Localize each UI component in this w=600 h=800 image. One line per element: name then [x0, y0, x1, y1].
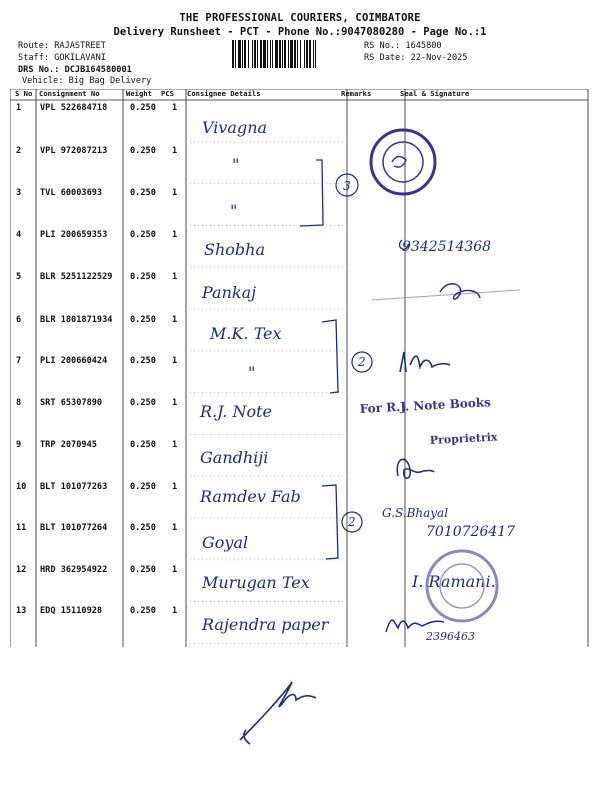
sig-ramani: I. Ramani.: [412, 572, 496, 591]
stamp-rj-note-books: For R.J. Note Books: [359, 395, 492, 416]
drs-label: DRS No.: DCJB164580001: [18, 65, 132, 75]
row-6-sno: 6: [16, 315, 22, 325]
runsheet-title: Delivery Runsheet - PCT - Phone No.:9047080280 - Page No.:1: [113, 26, 487, 38]
col-pcs: PCS: [161, 89, 174, 98]
col-seal-signature: Seal & Signature: [400, 89, 470, 98]
bracket-rows-10-11: [322, 485, 338, 559]
row-3-consignment: TVL 60003693: [40, 188, 103, 198]
row-10-weight: 0.250: [130, 482, 156, 492]
signature-row-9: [397, 459, 434, 478]
row-2-consignment: VPL 972087213: [40, 146, 108, 156]
row-12-consignment: HRD 362954922: [40, 565, 108, 575]
row-8-sno: 8: [16, 398, 22, 408]
signature-row-7: [400, 352, 450, 372]
consignee-1: Vivagna: [202, 118, 268, 137]
row-5-pcs: 1: [172, 272, 178, 282]
row-8-weight: 0.250: [130, 398, 156, 408]
row-5-sno: 5: [16, 272, 22, 282]
row-4-weight: 0.250: [130, 230, 156, 240]
consignee-2: ": [232, 155, 240, 174]
row-4-consignment: PLI 200659353: [40, 230, 108, 240]
sig-gs: G.S.Bhayal: [382, 506, 449, 520]
col-sno: S No: [15, 89, 33, 98]
row-13-sno: 13: [16, 606, 27, 616]
consignee-4: Shobha: [204, 240, 265, 259]
row-9-pcs: 1: [172, 440, 178, 450]
bracket-rows-6-7: [322, 320, 338, 393]
consignee-6: M.K. Tex: [210, 324, 282, 343]
row-2-sno: 2: [16, 146, 22, 156]
stamp-proprietrix: Proprietrix: [429, 430, 498, 447]
consignee-5: Pankaj: [202, 283, 257, 302]
round-seal-top: [371, 130, 435, 194]
row-9-consignment: TRP 2070945: [40, 440, 97, 450]
row-12-pcs: 1: [172, 565, 178, 575]
row-6-consignment: BLR 1801871934: [40, 315, 113, 325]
remark-2: 2: [358, 355, 366, 369]
row-5-weight: 0.250: [130, 272, 156, 282]
row-9-sno: 9: [16, 440, 22, 450]
row-2-weight: 0.250: [130, 146, 156, 156]
consignee-12: Murugan Tex: [202, 573, 310, 592]
row-12-sno: 12: [16, 565, 27, 575]
remark-1: 3: [343, 179, 351, 193]
bracket-rows-1-3: [300, 160, 323, 226]
row-11-sno: 11: [16, 523, 27, 533]
staff-label: Staff: GOKILAVANI: [18, 53, 106, 63]
row-4-pcs: 1: [172, 230, 178, 240]
row-13-pcs: 1: [172, 606, 178, 616]
consignee-8: R.J. Note: [200, 402, 273, 421]
row-12-weight: 0.250: [130, 565, 156, 575]
consignee-13: Rajendra paper: [202, 615, 329, 634]
row-3-weight: 0.250: [130, 188, 156, 198]
row-11-weight: 0.250: [130, 523, 156, 533]
rs-date: RS Date: 22-Nov-2025: [364, 53, 468, 63]
row-7-pcs: 1: [172, 356, 178, 366]
row-3-pcs: 1: [172, 188, 178, 198]
row-1-sno: 1: [16, 103, 22, 113]
seal-phone-1: 9342514368: [402, 239, 492, 255]
row-11-consignment: BLT 101077264: [40, 523, 108, 533]
route-label: Route: RAJASTREET: [18, 41, 106, 51]
row-6-weight: 0.250: [130, 315, 156, 325]
remark-3: 2: [348, 515, 356, 529]
seal-phone-2: 7010726417: [426, 524, 516, 540]
row-11-pcs: 1: [172, 523, 178, 533]
row-4-sno: 4: [16, 230, 22, 240]
row-1-pcs: 1: [172, 103, 178, 113]
row-13-weight: 0.250: [130, 606, 156, 616]
row-10-consignment: BLT 101077263: [40, 482, 108, 492]
row-7-sno: 7: [16, 356, 22, 366]
row-7-consignment: PLI 200660424: [40, 356, 108, 366]
col-remarks: Remarks: [341, 89, 372, 98]
seal-phone-3: 2396463: [426, 630, 475, 643]
consignee-10: Ramdev Fab: [200, 487, 301, 506]
row-10-sno: 10: [16, 482, 27, 492]
faint-stamp: [372, 290, 520, 300]
row-10-pcs: 1: [172, 482, 178, 492]
consignee-3: ": [230, 201, 238, 220]
row-6-pcs: 1: [172, 315, 178, 325]
col-weight: Weight: [126, 89, 152, 98]
company-name: THE PROFESSIONAL COURIERS, COIMBATORE: [179, 12, 421, 24]
row-8-consignment: SRT 65307890: [40, 398, 103, 408]
rs-number: RS No.: 1645800: [364, 41, 442, 51]
consignee-7: ": [248, 363, 256, 382]
row-3-sno: 3: [16, 188, 22, 198]
bottom-signature: [240, 682, 316, 744]
row-2-pcs: 1: [172, 146, 178, 156]
row-7-weight: 0.250: [130, 356, 156, 366]
row-1-consignment: VPL 522684718: [40, 103, 108, 113]
col-consignment: Consignment No: [39, 89, 100, 98]
row-8-pcs: 1: [172, 398, 178, 408]
consignee-11: Goyal: [202, 533, 249, 552]
consignee-9: Gandhiji: [200, 448, 269, 467]
row-13-consignment: EDQ 15110928: [40, 606, 103, 616]
row-5-consignment: BLR 5251122529: [40, 272, 113, 282]
row-9-weight: 0.250: [130, 440, 156, 450]
col-consignee: Consignee Details: [187, 89, 261, 98]
row-1-weight: 0.250: [130, 103, 156, 113]
vehicle-label: Vehicle: Big Bag Delivery: [22, 76, 152, 86]
